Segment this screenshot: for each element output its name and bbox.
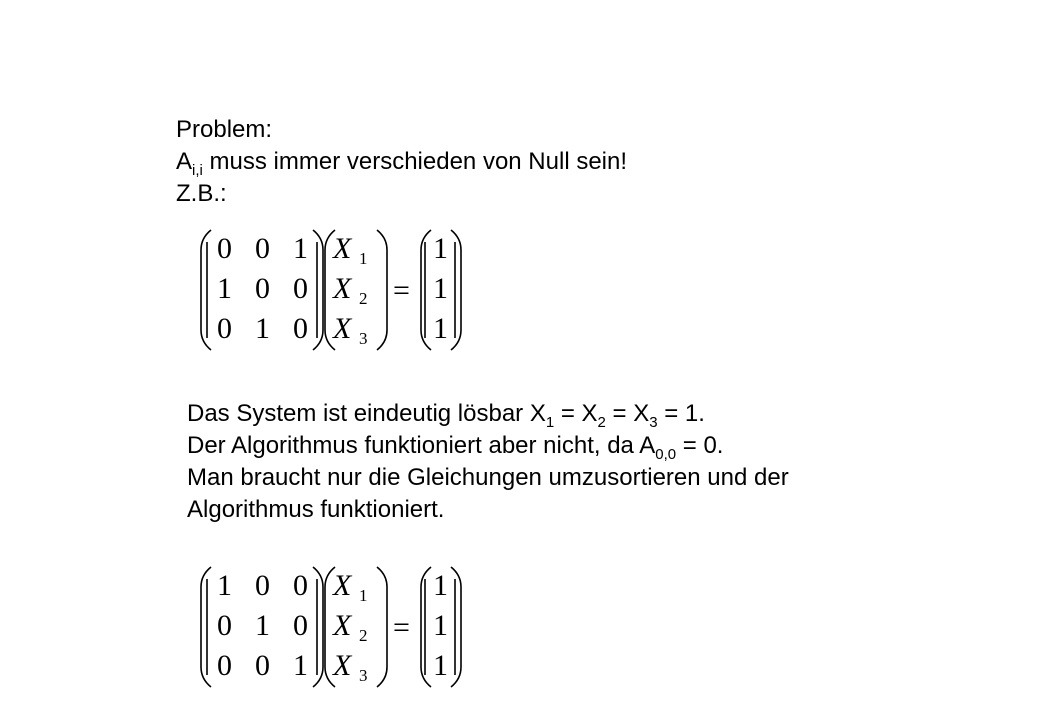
- explanation-text: Der Algorithmus funktioniert aber nicht, da A: [187, 432, 656, 459]
- explanation-line-3: Man braucht nur die Gleichungen umzusortieren und der: [187, 464, 789, 491]
- matrix-cell: 0: [217, 609, 232, 642]
- matrix-right-paren: [313, 567, 323, 687]
- explanation-line-1: [187, 398, 789, 430]
- matrix-equation-2: [195, 565, 465, 689]
- matrix-left-paren: [201, 230, 211, 350]
- matrix-cell: 1: [255, 609, 270, 642]
- matrix-cell: 0: [293, 312, 308, 345]
- condition-text: muss immer verschieden von Null sein!: [202, 148, 628, 175]
- matrix-cell: 1: [217, 272, 232, 305]
- vector-var: X: [333, 312, 352, 345]
- explanation-text: = X: [605, 400, 650, 427]
- vector-var: X: [333, 649, 352, 682]
- vector-var-sub: 3: [359, 666, 368, 685]
- vector-var-sub: 1: [359, 586, 368, 605]
- example-label: Z.B.:: [176, 180, 227, 207]
- problem-condition: [176, 146, 627, 178]
- matrix-cell: 0: [217, 312, 232, 345]
- rhs-left-paren: [421, 230, 431, 350]
- matrix-cell: 1: [217, 569, 232, 602]
- explanation-line-2: [187, 430, 789, 462]
- vector-var-sub: 2: [359, 626, 368, 645]
- condition-subscript: i,i: [192, 162, 203, 179]
- matrix-cell: 1: [293, 232, 308, 265]
- vector-var-sub: 1: [359, 249, 368, 268]
- explanation-text: = 0.: [676, 432, 724, 459]
- vector-var: X: [333, 569, 352, 602]
- equals-sign: =: [393, 611, 410, 644]
- vector-right-paren: [377, 567, 387, 687]
- matrix-right-paren: [313, 230, 323, 350]
- problem-heading: Problem:: [176, 116, 273, 143]
- matrix-cell: 0: [217, 232, 232, 265]
- rhs-right-paren: [451, 567, 461, 687]
- matrix-cell: 0: [217, 649, 232, 682]
- rhs-cell: 1: [433, 649, 448, 682]
- explanation-block: [187, 398, 789, 526]
- matrix-cell: 0: [255, 272, 270, 305]
- vector-var-sub: 2: [359, 289, 368, 308]
- subscript: 1: [545, 414, 555, 431]
- explanation-text: Das System ist eindeutig lösbar X: [187, 400, 546, 427]
- subscript: 3: [649, 414, 658, 431]
- condition-matrix-symbol: A: [176, 148, 193, 175]
- matrix-cell: 1: [293, 649, 308, 682]
- vector-var: X: [333, 272, 352, 305]
- rhs-left-paren: [421, 567, 431, 687]
- subscript: 0,0: [655, 446, 677, 463]
- vector-var: X: [333, 232, 352, 265]
- explanation-text: = 1.: [657, 400, 705, 427]
- rhs-cell: 1: [433, 609, 448, 642]
- matrix-cell: 0: [293, 569, 308, 602]
- matrix-cell: 0: [255, 232, 270, 265]
- rhs-cell: 1: [433, 312, 448, 345]
- explanation-line-4: Algorithmus funktioniert.: [187, 496, 445, 523]
- vector-var-sub: 3: [359, 329, 368, 348]
- matrix-equation-1: [195, 228, 465, 352]
- matrix-cell: 0: [255, 569, 270, 602]
- rhs-cell: 1: [433, 272, 448, 305]
- matrix-cell: 0: [293, 272, 308, 305]
- rhs-cell: 1: [433, 569, 448, 602]
- problem-block: [176, 114, 627, 210]
- rhs-cell: 1: [433, 232, 448, 265]
- matrix-cell: 0: [293, 609, 308, 642]
- matrix-left-paren: [201, 567, 211, 687]
- vector-var: X: [333, 609, 352, 642]
- equals-sign: =: [393, 274, 410, 307]
- vector-right-paren: [377, 230, 387, 350]
- rhs-right-paren: [451, 230, 461, 350]
- matrix-cell: 0: [255, 649, 270, 682]
- explanation-text: = X: [554, 400, 598, 427]
- subscript: 2: [597, 414, 606, 431]
- matrix-cell: 1: [255, 312, 270, 345]
